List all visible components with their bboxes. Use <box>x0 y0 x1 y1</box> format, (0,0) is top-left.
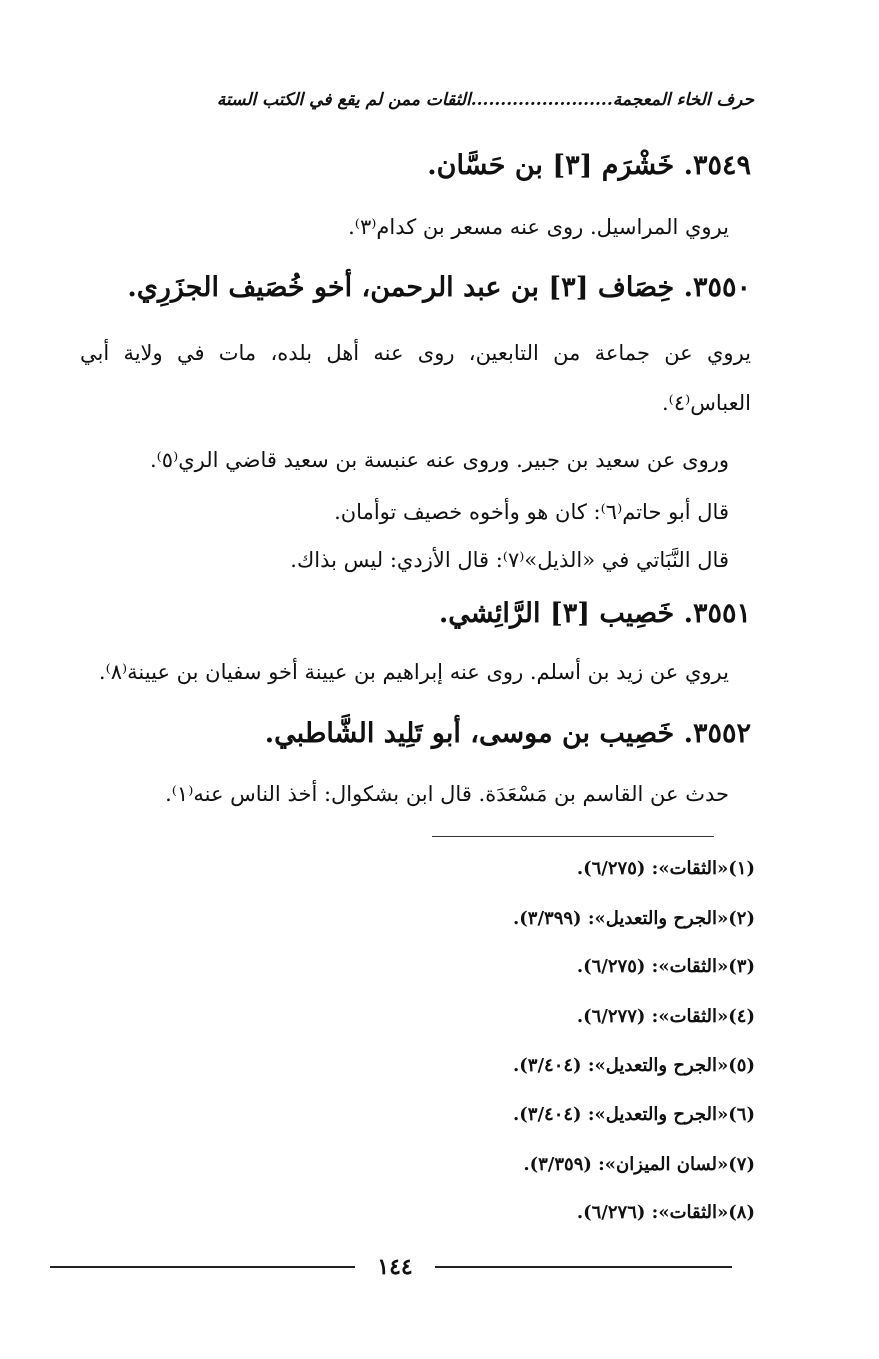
page-number: ١٤٤ <box>355 1250 435 1284</box>
header-section: حرف الخاء المعجمة <box>612 90 754 110</box>
entry-text: حدث عن القاسم بن مَسْعَدَة. قال ابن بشكوال: أخذ الناس عنه⁽١⁾. <box>165 782 729 806</box>
running-header <box>217 90 754 110</box>
entry-text: يروي عن جماعة من التابعين، روى عنه أهل بلده، مات في ولاية أبي العباس⁽٤⁾. <box>80 341 751 415</box>
entry-title-3550: ٣٥٥٠. خِصَاف [٣] بن عبد الرحمن، أخو خُصَيف الجزَرِي. <box>127 272 751 303</box>
header-book: الثقات ممن لم يقع في الكتب الستة <box>216 90 471 110</box>
footnote-8: (٨)«الثقات»: (٦/٢٧٦). <box>576 1202 755 1223</box>
entry-text: قال أبو حاتم⁽٦⁾: كان هو وأخوه خصيف توأمان. <box>334 500 729 524</box>
entry-text: قال النَّبَاتي في «الذيل»⁽٧⁾: قال الأزدي: ليس بذاك. <box>290 548 729 572</box>
entry-title-3551: ٣٥٥١. خَصِيب [٣] الرَّائِشي. <box>438 598 751 629</box>
footnote-separator <box>432 836 714 837</box>
footnote-4: (٤)«الثقات»: (٦/٢٧٧). <box>576 1006 755 1027</box>
footnote-3: (٣)«الثقات»: (٦/٢٧٥). <box>576 956 755 977</box>
footnote-5: (٥)«الجرح والتعديل»: (٣/٤٠٤). <box>513 1055 755 1076</box>
footnote-6: (٦)«الجرح والتعديل»: (٣/٤٠٤). <box>513 1104 755 1125</box>
footnote-2: (٢)«الجرح والتعديل»: (٣/٣٩٩). <box>513 908 755 929</box>
entry-text: يروي عن زيد بن أسلم. روى عنه إبراهيم بن عيينة أخو سفيان بن عيينة⁽٨⁾. <box>98 660 729 684</box>
entry-title-3549: ٣٥٤٩. خَشْرَم [٣] بن حَسَّان. <box>427 150 751 181</box>
entry-title-3552: ٣٥٥٢. خَصِيب بن موسى، أبو تَلِيد الشَّاطبي. <box>264 718 751 749</box>
footnote-1: (١)«الثقات»: (٦/٢٧٥). <box>576 858 755 879</box>
header-dots: ........................ <box>470 90 613 110</box>
entry-text: يروي المراسيل. روى عنه مسعر بن كدام⁽٣⁾. <box>348 215 729 239</box>
page-footer <box>0 1250 879 1284</box>
footnote-7: (٧)«لسان الميزان»: (٣/٣٥٩). <box>523 1154 755 1175</box>
entry-text: وروى عن سعيد بن جبير. وروى عنه عنبسة بن سعيد قاضي الري⁽٥⁾. <box>149 448 729 472</box>
